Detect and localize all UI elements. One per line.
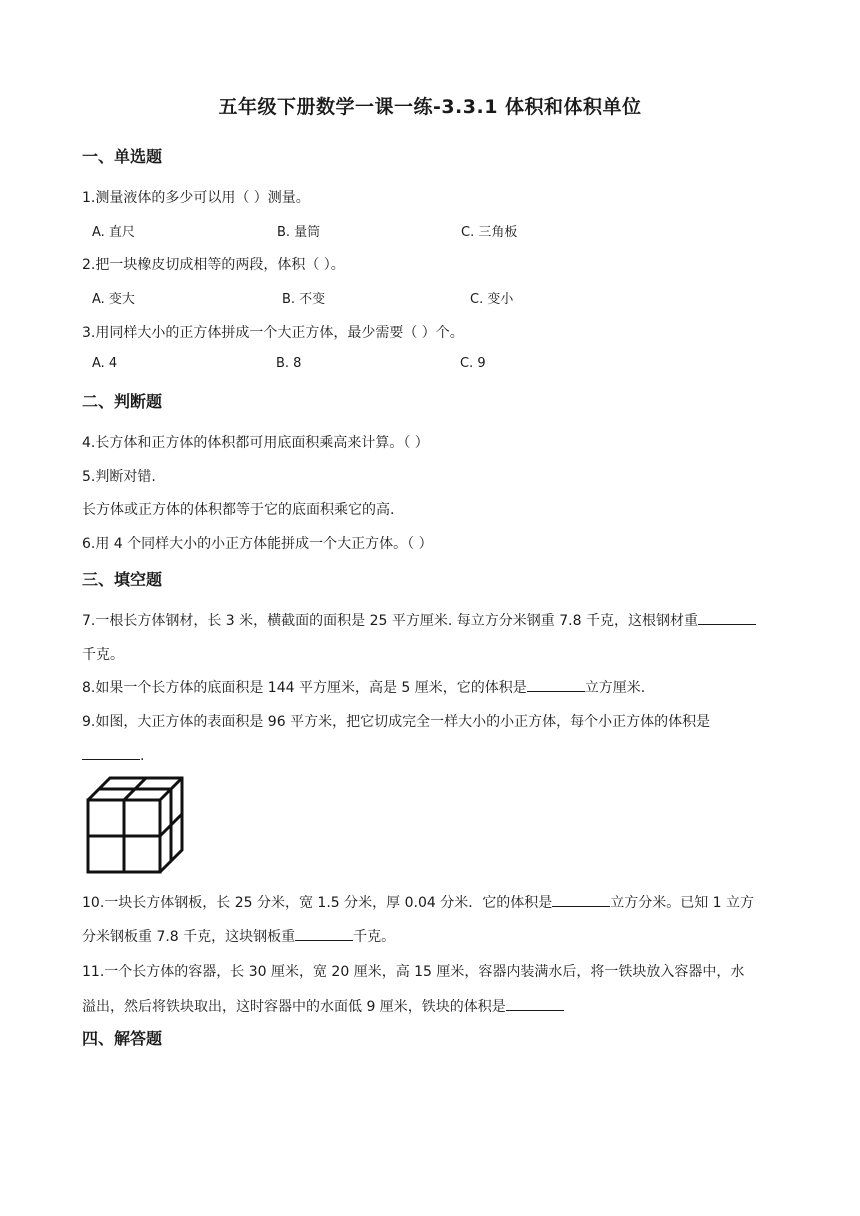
answer-blank <box>698 610 756 625</box>
cube-figure <box>84 774 194 878</box>
question-7-text: 7.一根长方体钢材，长 3 米，横截面的面积是 25 平方厘米. 每立方分米钢重 7.8 千克，这根钢材重 <box>82 613 698 629</box>
answer-blank <box>552 892 610 907</box>
question-11: 11.一个长方体的容器，长 30 厘米，宽 20 厘米，高 15 厘米，容器内装满水后，将一铁块放入容器中，水 <box>82 964 745 980</box>
question-10-text-4: 千克。 <box>353 929 396 945</box>
question-1-option-c: C. 三角板 <box>461 225 518 240</box>
cube-front-bottom-left <box>88 836 124 872</box>
cube-front-top-right <box>124 800 160 836</box>
question-10-text-2: 立方分米。已知 1 立方 <box>610 895 755 911</box>
answer-blank <box>506 996 564 1011</box>
question-11-continued <box>82 996 782 1016</box>
section-heading-single-choice: 一、单选题 <box>82 147 163 166</box>
question-11-text: 溢出，然后将铁块取出，这时容器中的水面低 9 厘米，铁块的体积是 <box>82 999 506 1015</box>
question-2: 2.把一块橡皮切成相等的两段，体积（ ）。 <box>82 257 345 273</box>
question-7 <box>82 610 782 630</box>
question-3: 3.用同样大小的正方体拼成一个大正方体，最少需要（ ）个。 <box>82 325 464 341</box>
question-2-option-b: B. 不变 <box>282 292 326 307</box>
answer-blank <box>527 677 585 692</box>
question-5-statement: 长方体或正方体的体积都等于它的底面积乘它的高. <box>82 502 395 518</box>
question-3-option-b: B. 8 <box>276 356 302 371</box>
question-10 <box>82 892 782 912</box>
question-5: 5.判断对错. <box>82 469 156 485</box>
cube-front-bottom-right <box>124 836 160 872</box>
question-4: 4.长方体和正方体的体积都可用底面积乘高来计算。（ ） <box>82 435 429 451</box>
question-9-continued <box>82 745 782 764</box>
section-heading-answer: 四、解答题 <box>82 1029 163 1048</box>
question-2-option-a: A. 变大 <box>92 292 135 307</box>
question-9: 9.如图，大正方体的表面积是 96 平方米，把它切成完全一样大小的小正方体，每个小正方体的体积是 <box>82 714 711 730</box>
question-1: 1.测量液体的多少可以用（ ）测量。 <box>82 190 310 206</box>
answer-blank <box>295 926 353 941</box>
question-2-option-c: C. 变小 <box>470 292 514 307</box>
page-title: 五年级下册数学一课一练-3.3.1 体积和体积单位 <box>218 96 642 118</box>
question-3-option-a: A. 4 <box>92 356 118 371</box>
question-6: 6.用 4 个同样大小的小正方体能拼成一个大正方体。（ ） <box>82 536 433 552</box>
question-8-text: 8.如果一个长方体的底面积是 144 平方厘米，高是 5 厘米，它的体积是 <box>82 680 527 696</box>
question-9-period: . <box>140 748 145 764</box>
question-10-continued <box>82 926 782 946</box>
cube-front-top-left <box>88 800 124 836</box>
question-8 <box>82 677 782 697</box>
question-8-unit: 立方厘米. <box>584 680 646 696</box>
question-1-option-a: A. 直尺 <box>92 225 135 240</box>
question-7-continued: 千克。 <box>82 647 124 663</box>
answer-blank <box>82 745 140 760</box>
question-3-option-c: C. 9 <box>460 356 486 371</box>
question-1-option-b: B. 量筒 <box>277 225 321 240</box>
question-10-text: 10.一块长方体钢板，长 25 分米，宽 1.5 分米，厚 0.04 分米．它的体积是 <box>82 895 553 911</box>
question-10-text-3: 分米钢板重 7.8 千克，这块钢板重 <box>82 929 296 945</box>
section-heading-fill-blank: 三、填空题 <box>82 570 163 589</box>
section-heading-true-false: 二、判断题 <box>82 392 163 411</box>
